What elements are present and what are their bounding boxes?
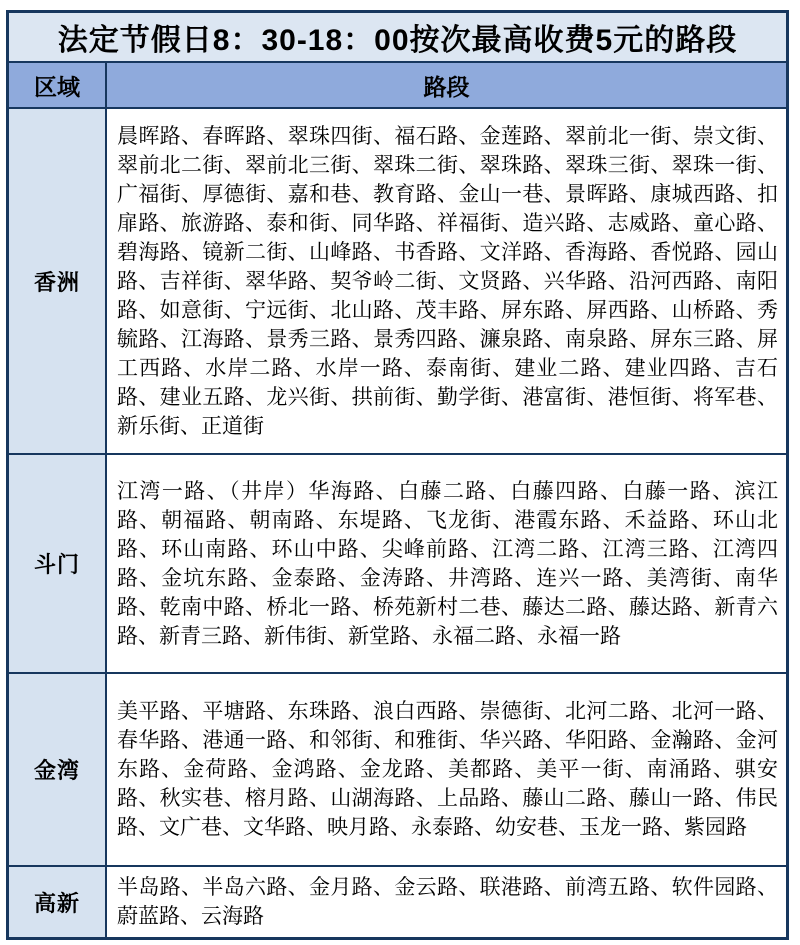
roads-list-xiangzhou: 晨晖路、春晖路、翠珠四街、福石路、金莲路、翠前北一街、崇文街、翠前北二街、翠前北三街、翠珠二街、翠珠路、翠珠三街、翠珠一街、广福街、厚德街、嘉和巷、教育路、金山一巷、景晖路、康城西路、扣扉路、旅游路、泰和街、同华路、祥福街、造兴路、志威路、童心路、碧海路、镜新二街、山峰路、书香路、文洋路、香海路、香悦路、园山路、吉祥街、翠华路、契爷岭二街、文贤路、兴华路、沿河西路、南阳路、如意街、宁远街、北山路、茂丰路、屏东路、屏西路、山桥路、秀毓路、江海路、景秀三路、景秀四路、濂泉路、南泉路、屏东三路、屏工西路、水岸二路、水岸一路、泰南街、建业二路、建业四路、吉石路、建业五路、龙兴街、拱前街、勤学街、港富街、港恒街、将军巷、新乐街、正道街 xyxy=(117,123,778,438)
table-title: 法定节假日8：30-18：00按次最高收费5元的路段 xyxy=(9,13,786,63)
roads-list-doumen: 江湾一路、（井岸）华海路、白藤二路、白藤四路、白藤一路、滨江路、朝福路、朝南路、东堤路、飞龙街、港霞东路、禾益路、环山北路、环山南路、环山中路、尖峰前路、江湾二路、江湾三路、江湾四路、金坑东路、金泰路、金涛路、井湾路、连兴一路、美湾街、南华路、乾南中路、桥北一路、桥苑新村二巷、藤达二路、藤达路、新青六路、新青三路、新伟街、新堂路、永福二路、永福一路 xyxy=(117,478,778,648)
region-cell-xiangzhou: 香洲 xyxy=(9,109,107,453)
region-cell-jinwan: 金湾 xyxy=(9,674,107,865)
roads-cell-jinwan xyxy=(107,674,786,865)
roads-list-gaoxin: 半岛路、半岛六路、金月路、金云路、联港路、前湾五路、软件园路、蔚蓝路、云海路 xyxy=(117,875,778,928)
table-row-jinwan xyxy=(9,674,786,867)
holiday-fee-table xyxy=(6,10,789,940)
roads-cell-xiangzhou xyxy=(107,109,786,453)
table-row-gaoxin xyxy=(9,867,786,937)
column-header-roads: 路段 xyxy=(423,73,470,100)
column-header-region: 区域 xyxy=(9,63,107,107)
roads-cell-doumen xyxy=(107,455,786,672)
table-row-xiangzhou xyxy=(9,109,786,455)
roads-list-jinwan: 美平路、平塘路、东珠路、浪白西路、崇德街、北河二路、北河一路、春华路、港通一路、和邻街、和雅街、华兴路、华阳路、金瀚路、金河东路、金荷路、金鸿路、金龙路、美都路、美平一街、南涌路、骐安路、秋实巷、榕月路、山湖海路、上品路、藤山二路、藤山一路、伟民路、文广巷、文华路、映月路、永泰路、幼安巷、玉龙一路、紫园路 xyxy=(117,699,778,839)
roads-cell-gaoxin xyxy=(107,867,786,937)
header-row xyxy=(9,63,786,109)
region-cell-gaoxin: 高新 xyxy=(9,867,107,937)
table-row-doumen xyxy=(9,455,786,674)
region-cell-doumen: 斗门 xyxy=(9,455,107,672)
